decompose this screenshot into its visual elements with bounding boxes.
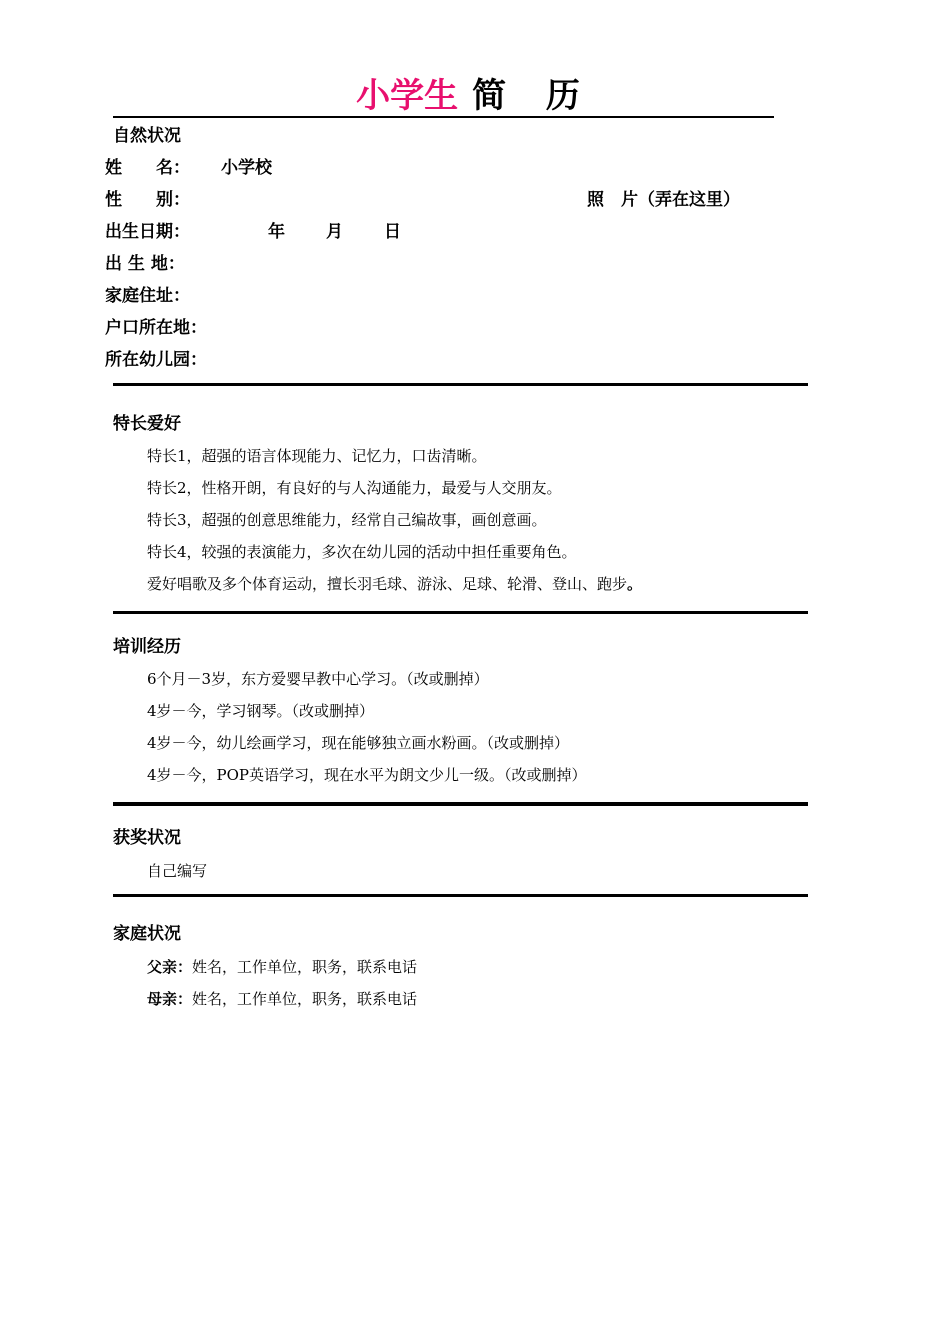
hobby-summary-text: 爱好唱歌及多个体育运动，擅长羽毛球、游泳、足球、轮滑、登山、跑步 [147, 575, 628, 593]
mother-value: 姓名，工作单位，职务，联系电话 [192, 990, 418, 1008]
name-label: 姓 名： [105, 158, 190, 178]
mother-line [147, 989, 417, 1009]
training-line: 4岁－今，POP英语学习，现在水平为朗文少儿一级。（改或删掉） [147, 766, 587, 784]
divider-4 [113, 894, 808, 897]
birthdate-label: 出生日期： [105, 222, 190, 242]
title-underline [113, 116, 774, 118]
birthplace-label: 出 生 地： [105, 254, 185, 274]
hukou-label: 户口所在地： [105, 318, 207, 338]
title-accent: 小学生 [356, 76, 459, 116]
resume-title [0, 74, 950, 118]
hobby-line: 特长2，性格开朗，有良好的与人沟通能力，最爱与人交朋友。 [147, 479, 562, 497]
section-title-awards: 获奖状况 [113, 828, 181, 848]
title-rest: 简 历 [472, 76, 594, 116]
father-value: 姓名，工作单位，职务，联系电话 [192, 958, 418, 976]
section-title-basic: 自然状况 [113, 126, 181, 146]
training-line: 4岁－今，幼儿绘画学习，现在能够独立画水粉画。（改或删掉） [147, 734, 570, 752]
section-title-family: 家庭状况 [113, 924, 181, 944]
hobby-summary-end: 。 [627, 575, 643, 593]
address-label: 家庭住址： [105, 286, 190, 306]
hobby-line: 特长4，较强的表演能力，多次在幼儿园的活动中担任重要角色。 [147, 543, 577, 561]
divider-1 [113, 383, 808, 386]
section-title-hobbies: 特长爱好 [113, 414, 181, 434]
section-title-training: 培训经历 [113, 637, 181, 657]
training-line: 6个月－3岁，东方爱婴早教中心学习。（改或删掉） [147, 670, 489, 688]
name-value: 小学校 [221, 158, 272, 178]
award-line: 自己编写 [147, 862, 208, 880]
divider-2 [113, 611, 808, 614]
hobby-line: 特长3，超强的创意思维能力，经常自己编故事，画创意画。 [147, 511, 547, 529]
birth-year-label: 年 [268, 222, 285, 242]
mother-label: 母亲： [147, 990, 193, 1008]
father-label: 父亲： [147, 958, 193, 976]
divider-3 [113, 802, 808, 806]
hobby-summary-line [147, 574, 642, 594]
gender-label: 性 别： [105, 190, 190, 210]
birth-day-label: 日 [384, 222, 401, 242]
father-line [147, 957, 417, 977]
photo-placeholder-label: 照 片（弄在这里） [587, 190, 740, 210]
kindergarten-label: 所在幼儿园： [105, 350, 207, 370]
training-line: 4岁－今，学习钢琴。（改或删掉） [147, 702, 375, 720]
hobby-line: 特长1，超强的语言体现能力、记忆力，口齿清晰。 [147, 447, 487, 465]
birth-month-label: 月 [326, 222, 343, 242]
